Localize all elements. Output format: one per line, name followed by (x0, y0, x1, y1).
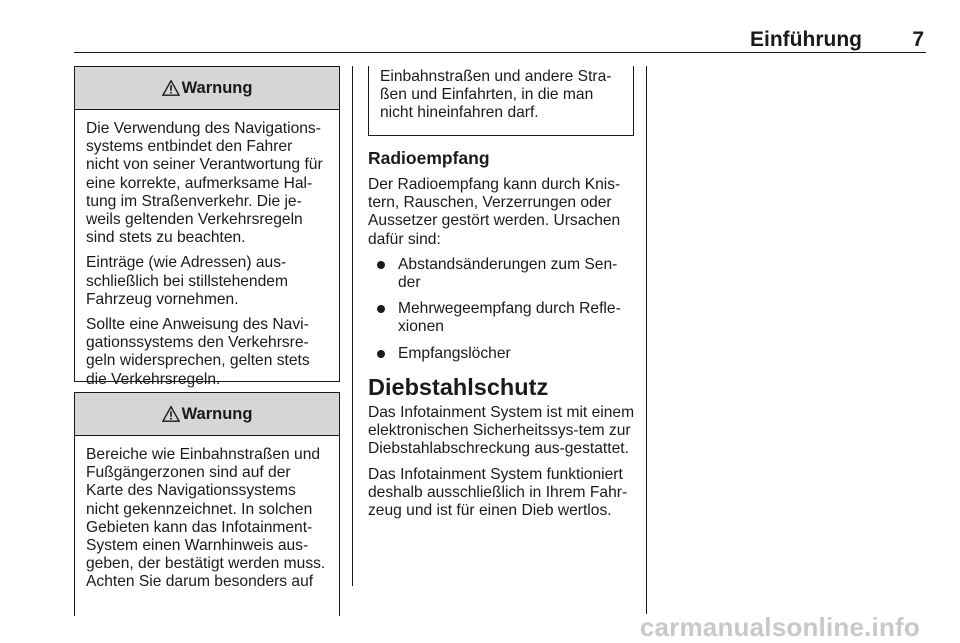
warning-paragraph: Einträge (wie Adressen) aus-schließlich bei stillstehendem Fahrzeug vornehmen. (86, 254, 288, 308)
bullet-icon (377, 261, 385, 269)
warning-paragraph: Bereiche wie Einbahnstraßen und Fußgängerzonen sind auf der Karte des Navigationssystems nicht gekennzeichnet. In solchen Gebieten kann das Infotainment-System einen Warnhinweis aus-geben, der bestätigt werden muss. Achten Sie darum besonders auf (86, 446, 326, 591)
warning-header (75, 67, 339, 110)
warning-box-2 (74, 392, 340, 616)
warning-icon (162, 79, 180, 97)
paragraph: Das Infotainment System funktioniert deshalb ausschließlich in Ihrem Fahr-zeug und ist für einen Dieb wertlos. (368, 465, 628, 520)
warning-icon (162, 405, 180, 423)
section-radio (368, 148, 634, 371)
warning-paragraph: Die Verwendung des Navigations-systems entbindet den Fahrer nicht von seiner Verantwortung für eine korrekte, aufmerksame Hal-tung im Straßenverkehr. Die je-weils geltenden Verkehrsregeln sind stets zu beachten. (86, 120, 323, 247)
section-heading: Diebstahlschutz (368, 374, 549, 400)
warning-header (75, 393, 339, 436)
bullet-icon (377, 305, 385, 313)
warning-body (75, 110, 339, 389)
bullet-icon (377, 350, 385, 358)
list-item: Mehrwegeempfang durch Refle-xionen (368, 300, 634, 336)
warning-paragraph: Sollte eine Anweisung des Navi-gationssystems den Verkehrsre-geln widersprechen, gelten stets die Verkehrsregeln. (86, 316, 310, 388)
list-item: Empfangslöcher (368, 345, 634, 363)
section-theft (368, 374, 636, 527)
paragraph: Das Infotainment System ist mit einem elektronischen Sicherheitssys-tem zur Diebstahlabschreckung aus-gestattet. (368, 404, 635, 458)
warning-box-continuation (368, 66, 634, 136)
column-divider-1 (352, 66, 353, 586)
column-divider-2 (646, 66, 647, 614)
bullet-list (368, 256, 634, 363)
warning-title: Warnung (181, 78, 253, 97)
page-number: 7 (912, 28, 924, 51)
warning-box-1 (74, 66, 340, 388)
paragraph: Der Radioempfang kann durch Knis-tern, Rauschen, Verzerrungen oder Aussetzer gestört werden. Ursachen dafür sind: (368, 176, 621, 248)
section-heading: Radioempfang (368, 148, 490, 168)
list-item: Abstandsänderungen zum Sen-der (368, 256, 634, 292)
warning-body (75, 436, 339, 592)
warning-paragraph: Einbahnstraßen und andere Stra-ßen und Einfahrten, in die man nicht hineinfahren darf. (380, 68, 612, 122)
watermark: carmanualsonline.info (639, 612, 920, 642)
chapter-title: Einführung (750, 28, 862, 51)
page-header (74, 28, 926, 53)
warning-title: Warnung (181, 404, 253, 423)
warning-body (369, 66, 633, 123)
